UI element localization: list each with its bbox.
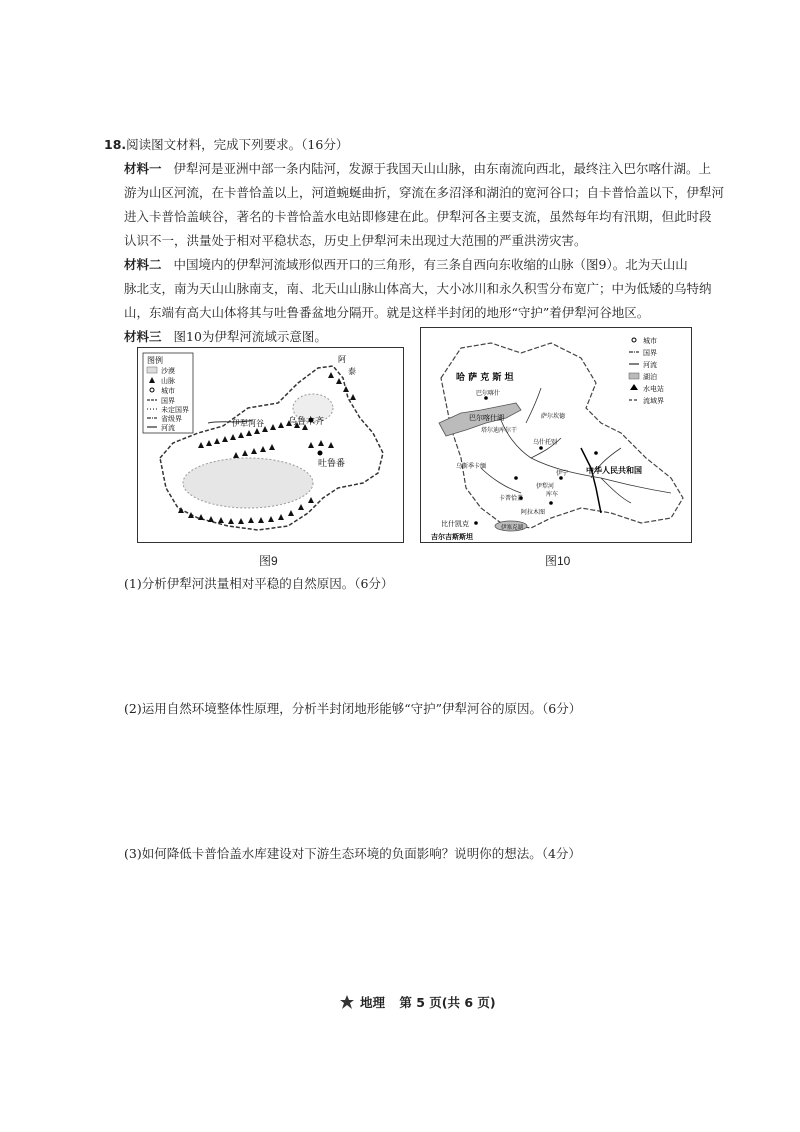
fig10-city1-label: 乌斯季卡缅 — [456, 463, 487, 470]
fig10-legend — [629, 336, 664, 405]
material1-line-3: 进入卡普恰盖峡谷，著名的卡普恰盖水电站即修建在此。伊犁河各主要支流，虽然每年均有汛期，但此时段 — [124, 209, 712, 224]
footer-subject: 地理 — [360, 995, 386, 1010]
material2-line-3: 山，东端有高大山体将其与吐鲁番盆地分隔开。就是这样半封闭的地形“守护”着伊犁河谷地区。 — [124, 305, 650, 320]
fig9-north2-label: 泰 — [348, 367, 356, 376]
fig9-north-label: 阿 — [338, 355, 346, 364]
fig9-legend-undefined: 未定国界 — [161, 406, 189, 414]
fig10-lake-label: 伊塞克湖 — [501, 525, 524, 531]
footer-page: 第 5 页(共 6 页) — [399, 995, 496, 1010]
question-2: (2)运用自然环境整体性原理，分析半封闭地形能够“守护”伊犁河谷的原因。（6分） — [124, 701, 582, 716]
fig10-china-label: 中华人民共和国 — [586, 466, 642, 475]
fig10-legend-lake-swatch — [629, 373, 639, 379]
fig9-urumqi-label: 乌鲁木齐 — [288, 417, 325, 427]
material2-label: 材料二 — [124, 257, 162, 272]
figure-9-caption: 图9 — [259, 554, 278, 568]
material2-line-1 — [124, 257, 688, 273]
page-footer — [340, 993, 496, 1012]
school-emblem-icon — [340, 995, 354, 1012]
figure-10-map — [420, 327, 692, 543]
fig10-legend-basin: 流域界 — [643, 397, 664, 405]
fig10-city9-label: 萨尔坎德 — [541, 413, 566, 420]
fig9-legend-river: 河流 — [161, 424, 175, 432]
fig10-legend-border: 国界 — [643, 349, 657, 357]
fig10-city2-label: 塔尔迪库尔干 — [481, 427, 518, 434]
fig10-legend-lake: 湖泊 — [643, 373, 657, 381]
fig9-legend-border: 国界 — [161, 397, 175, 405]
question-1: (1)分析伊犁河洪量相对平稳的自然原因。（6分） — [124, 576, 394, 591]
material1-label: 材料一 — [124, 161, 162, 176]
fig10-balkhash-label: 巴尔喀什湖 — [469, 414, 504, 422]
question-instruction: 阅读图文材料，完成下列要求。（16分） — [126, 137, 349, 152]
fig9-legend-desert-swatch — [147, 367, 157, 373]
fig9-legend-province: 省级界 — [161, 415, 182, 423]
fig10-city7-label: 库车 — [546, 491, 559, 498]
fig9-legend-title: 图例 — [147, 356, 163, 365]
material2-line-2: 脉北支，南为天山山脉南支，南、北天山山脉山体高大，大小冰川和永久积雪分布宽广；中为低矮的乌特纳 — [124, 281, 712, 296]
material3-label: 材料三 — [124, 329, 162, 344]
question-number: 18. — [104, 137, 127, 152]
material1-text-1: 伊犁河是亚洲中部一条内陆河，发源于我国天山山脉，由东南流向西北，最终注入巴尔喀什湖。上 — [173, 161, 712, 176]
fig10-legend-hydro: 水电站 — [643, 385, 664, 393]
fig10-legend-hydro-icon — [630, 384, 638, 390]
question-3: (3)如何降低卡普恰盖水库建设对下游生态环境的负面影响？说明你的想法。（4分） — [124, 846, 581, 861]
fig10-city6-label: 伊宁 — [556, 470, 569, 477]
material3-text: 图10为伊犁河流域示意图。 — [173, 329, 327, 344]
fig9-yili-label: 伊犁河谷 — [232, 419, 264, 428]
fig10-legend-city-icon — [632, 338, 636, 342]
fig10-ili-label: 伊犁河 — [536, 483, 555, 490]
fig10-city5-label: 阿拉木图 — [521, 509, 546, 516]
material1-line-4: 认识不一，洪量处于相对平稳状态，历史上伊犁河未出现过大范围的严重洪涝灾害。 — [124, 233, 587, 248]
figure-9-map — [137, 347, 404, 543]
material1-line-2: 游为山区河流，在卡普恰盖以上，河道蜿蜒曲折，穿流在多沼泽和湖泊的宽河谷口；自卡普恰盖以下，伊犁河 — [124, 185, 725, 200]
fig9-legend-mountain: 山脉 — [161, 377, 175, 385]
fig10-city8-label: 巴尔喀什 — [476, 390, 501, 397]
fig10-legend-city: 城市 — [643, 337, 657, 345]
fig10-city4-label: 卡普恰盖 — [499, 495, 524, 502]
fig10-legend-river: 河流 — [643, 361, 657, 369]
fig10-kyrgyzstan-label: 吉尔吉斯斯坦 — [431, 533, 473, 541]
question-header — [104, 137, 348, 153]
material2-text-1: 中国境内的伊犁河流域形似西开口的三角形，有三条自西向东收缩的山脉（图9）。北为天山山 — [173, 257, 688, 272]
material3-line — [124, 329, 327, 345]
fig9-legend-city: 城市 — [161, 387, 175, 395]
fig10-city3-label: 乌什托别 — [533, 439, 558, 446]
fig10-bishkek-label: 比什凯克 — [441, 520, 469, 528]
figure-10-caption: 图10 — [545, 554, 571, 568]
material1-line-1 — [124, 161, 711, 177]
fig9-turpan-label: 吐鲁番 — [318, 459, 346, 469]
fig9-legend-desert: 沙漠 — [161, 367, 175, 375]
fig10-kazakhstan-label: 哈 萨 克 斯 坦 — [456, 373, 514, 383]
